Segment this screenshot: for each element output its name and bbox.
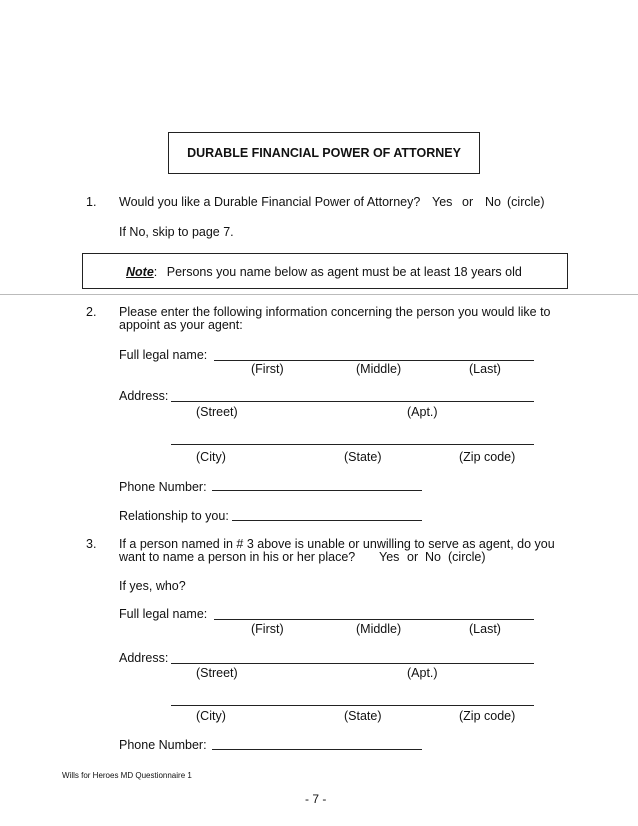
- section-divider: [0, 294, 638, 295]
- q2-street-line[interactable]: [171, 401, 534, 402]
- q3-or: or: [407, 550, 419, 564]
- note-colon: :: [153, 265, 158, 279]
- q2-relationship-label: Relationship to you:: [119, 509, 229, 523]
- q3-question-line1: If a person named in # 3 above is unable or unwilling to serve as agent, do you: [119, 537, 555, 551]
- q1-no-option[interactable]: No: [485, 195, 501, 209]
- q2-question-line1: Please enter the following information concerning the person you would like to: [119, 305, 551, 319]
- note-text: Persons you name below as agent must be at least 18 years old: [166, 265, 522, 279]
- q1-yes-option[interactable]: Yes: [432, 195, 453, 209]
- q2-city-caption: (City): [196, 450, 226, 464]
- q3-if-yes: If yes, who?: [119, 579, 186, 593]
- note-text-row: [126, 265, 522, 280]
- q3-circle-hint: (circle): [448, 550, 486, 564]
- q3-no-option[interactable]: No: [425, 550, 441, 564]
- q3-number: 3.: [86, 537, 97, 551]
- q1-skip-instruction: If No, skip to page 7.: [119, 225, 234, 239]
- footer-questionnaire: Wills for Heroes MD Questionnaire 1: [62, 771, 192, 780]
- q3-full-name-line[interactable]: [214, 619, 534, 620]
- q2-apt-caption: (Apt.): [407, 405, 438, 419]
- q3-middle-caption: (Middle): [356, 622, 402, 636]
- note-label: Note: [126, 265, 154, 279]
- q3-last-caption: (Last): [469, 622, 501, 636]
- q3-question-line2: want to name a person in his or her place?: [119, 550, 356, 564]
- q1-or: or: [462, 195, 474, 209]
- q3-address-label: Address:: [119, 651, 169, 665]
- q3-street-line[interactable]: [171, 663, 534, 664]
- q3-apt-caption: (Apt.): [407, 666, 438, 680]
- form-title: [168, 132, 480, 174]
- q2-street-caption: (Street): [196, 405, 238, 419]
- q1-circle-hint: (circle): [507, 195, 545, 209]
- q2-full-name-label: Full legal name:: [119, 348, 208, 362]
- q3-state-caption: (State): [344, 709, 382, 723]
- q2-middle-caption: (Middle): [356, 362, 402, 376]
- q2-first-caption: (First): [251, 362, 284, 376]
- q2-phone-label: Phone Number:: [119, 480, 207, 494]
- q1-number: 1.: [86, 195, 97, 209]
- q2-question-line2: appoint as your agent:: [119, 318, 243, 332]
- q2-state-caption: (State): [344, 450, 382, 464]
- q3-phone-label: Phone Number:: [119, 738, 207, 752]
- q2-phone-line[interactable]: [212, 490, 422, 491]
- q2-last-caption: (Last): [469, 362, 501, 376]
- q2-relationship-line[interactable]: [232, 520, 422, 521]
- q2-zip-caption: (Zip code): [459, 450, 516, 464]
- q3-zip-caption: (Zip code): [459, 709, 516, 723]
- q3-full-name-label: Full legal name:: [119, 607, 208, 621]
- q2-city-state-zip-line[interactable]: [171, 444, 534, 445]
- q3-city-state-zip-line[interactable]: [171, 705, 534, 706]
- q1-question: Would you like a Durable Financial Power of Attorney?: [119, 195, 421, 209]
- q2-address-label: Address:: [119, 389, 169, 403]
- q3-yes-option[interactable]: Yes: [379, 550, 400, 564]
- q3-phone-line[interactable]: [212, 749, 422, 750]
- page-number: - 7 -: [305, 792, 327, 806]
- form-title-text: DURABLE FINANCIAL POWER OF ATTORNEY: [187, 146, 461, 160]
- q2-full-name-line[interactable]: [214, 360, 534, 361]
- q3-street-caption: (Street): [196, 666, 238, 680]
- q3-first-caption: (First): [251, 622, 284, 636]
- q3-city-caption: (City): [196, 709, 226, 723]
- q2-number: 2.: [86, 305, 97, 319]
